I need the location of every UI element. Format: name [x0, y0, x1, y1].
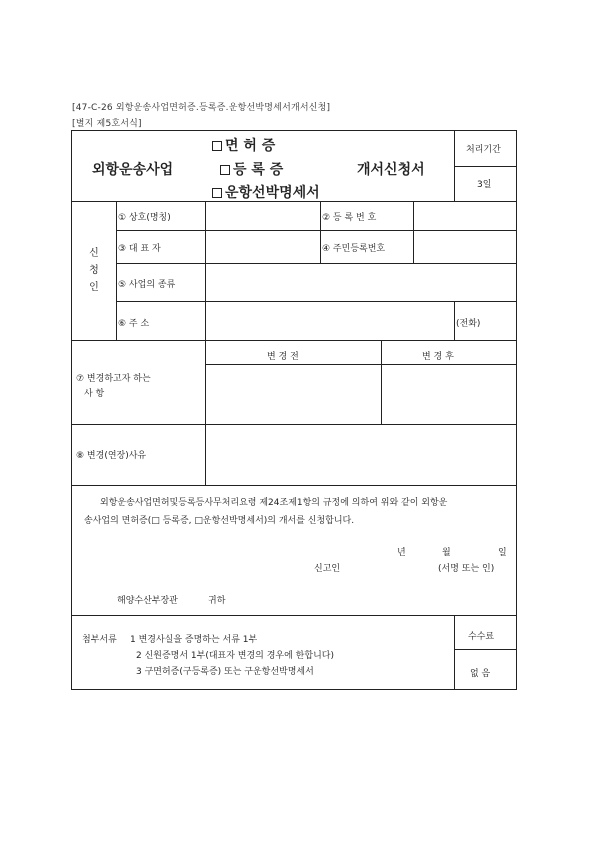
day-label: 일 — [498, 548, 507, 558]
option-registration — [220, 159, 283, 179]
processing-period-value: 3일 — [477, 180, 492, 190]
trade-name-label: ① 상호(명칭) — [118, 213, 171, 223]
title-main-left: 외항운송사업 — [92, 162, 174, 178]
change-items-label-2: 사 항 — [84, 389, 105, 399]
applicant-sign-label: 신고인 — [314, 564, 341, 574]
processing-period-label: 처리기간 — [466, 145, 501, 155]
attachment-item-1: 1 변경사실을 증명하는 서류 1부 — [130, 635, 258, 645]
form-number: [별지 제5호서식] — [72, 119, 142, 129]
license-label: 면 허 증 — [225, 138, 276, 154]
addressee-suffix: 귀하 — [208, 596, 226, 606]
form-code: [47-C-26 외항운송사업면허증.등록증.운항선박명세서개서신청] — [72, 103, 331, 113]
after-change-header: 변 경 후 — [422, 352, 454, 362]
statement-line-2: 송사업의 면허증(□ 등록증, □운항선박명세서)의 개서를 신청합니다. — [84, 516, 355, 526]
attachment-item-2: 2 신원증명서 1부(대표자 변경의 경우에 한합니다) — [136, 651, 334, 661]
before-change-header: 변 경 전 — [267, 352, 299, 362]
option-ship-list — [212, 182, 320, 202]
reg-number-label: ② 등 록 번 호 — [322, 213, 377, 223]
ship-list-checkbox[interactable] — [212, 188, 222, 198]
representative-label: ③ 대 표 자 — [118, 244, 161, 254]
resident-number-label: ④ 주민등록번호 — [322, 244, 386, 254]
registration-label: 등 록 증 — [233, 162, 284, 178]
signature-label: (서명 또는 인) — [438, 564, 495, 574]
fee-label: 수수료 — [468, 632, 495, 642]
change-reason-label: ⑧ 변경(연장)사유 — [76, 451, 147, 461]
ship-list-label: 운항선박명세서 — [225, 185, 320, 201]
fee-value: 없 음 — [470, 669, 491, 679]
business-type-label: ⑤ 사업의 종류 — [118, 280, 176, 290]
license-checkbox[interactable] — [212, 141, 222, 151]
title-main-right: 개서신청서 — [357, 162, 425, 178]
attachment-item-3: 3 구면허증(구등록증) 또는 구운항선박명세서 — [136, 667, 314, 677]
month-label: 월 — [442, 548, 451, 558]
attachments-label: 첨부서류 — [82, 635, 117, 645]
application-form — [71, 130, 517, 690]
address-label: ⑥ 주 소 — [118, 319, 150, 329]
registration-checkbox[interactable] — [220, 165, 230, 175]
year-label: 년 — [397, 548, 406, 558]
phone-label: (전화) — [456, 319, 481, 329]
statement-line-1: 외항운송사업면허및등록등사무처리요령 제24조제1항의 규정에 의하여 위와 같이 외항운 — [100, 498, 448, 508]
addressee-label: 해양수산부장관 — [117, 596, 178, 606]
change-items-label: ⑦ 변경하고자 하는 — [76, 374, 151, 384]
option-license — [212, 135, 275, 155]
applicant-section-label: 신 청 인 — [89, 248, 99, 293]
